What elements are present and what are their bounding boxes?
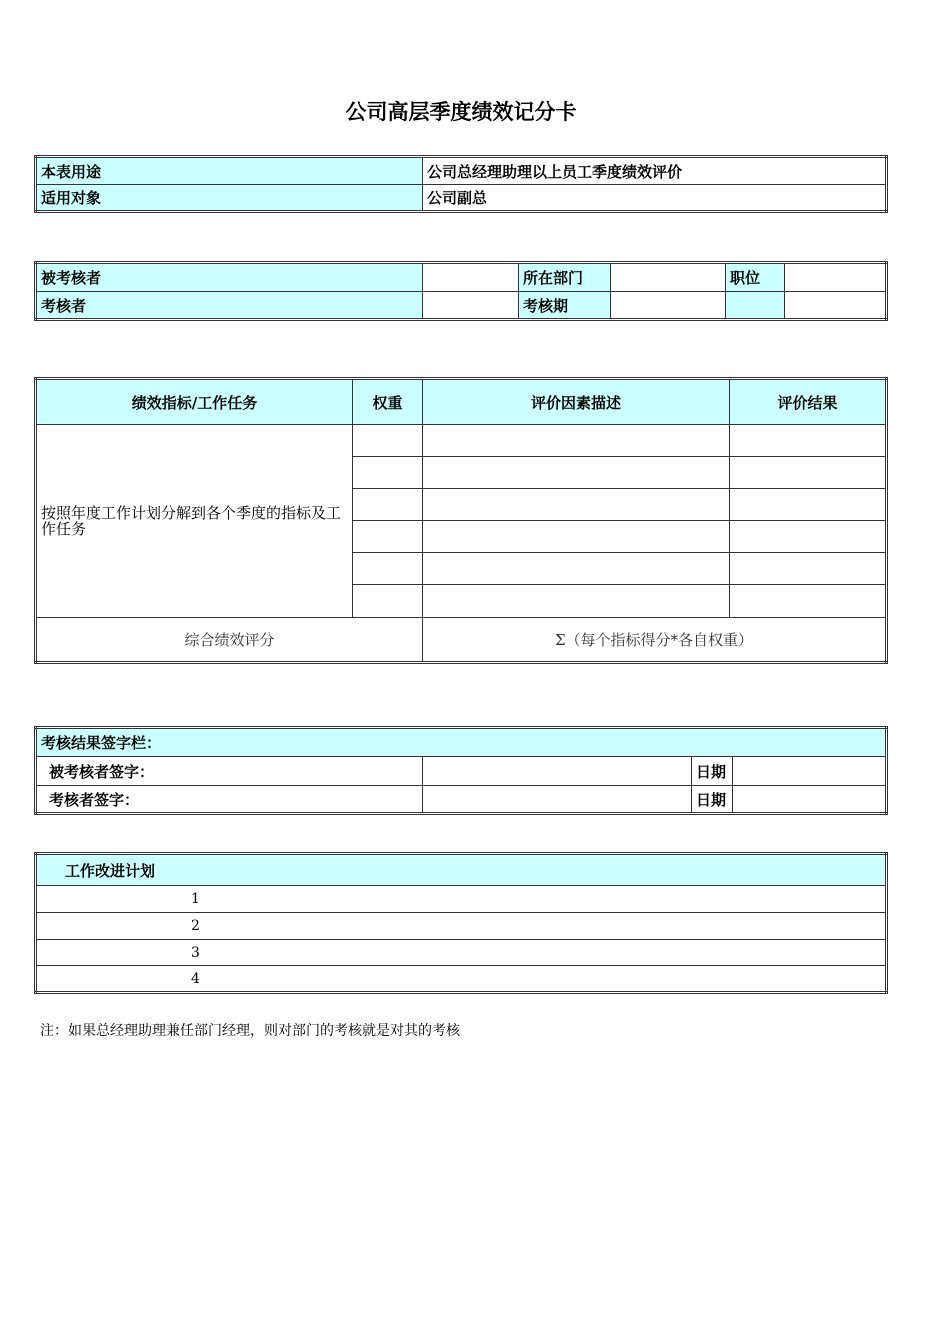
appraisee-sign-label: 被考核者签字： xyxy=(36,757,423,786)
improvement-item[interactable]: 1 xyxy=(36,886,887,913)
purpose-label: 本表用途 xyxy=(36,157,423,185)
kpi-weight-cell[interactable] xyxy=(353,457,423,489)
kpi-result-cell[interactable] xyxy=(730,585,887,618)
appraiser-label: 考核者 xyxy=(36,292,423,320)
blank-cell[interactable] xyxy=(785,292,887,320)
kpi-description-cell[interactable] xyxy=(423,585,730,618)
signature-table xyxy=(34,726,888,815)
kpi-weight-cell[interactable] xyxy=(353,489,423,521)
department-label: 所在部门 xyxy=(519,263,611,292)
kpi-header-task: 绩效指标/工作任务 xyxy=(36,379,353,425)
kpi-weight-cell[interactable] xyxy=(353,425,423,457)
appraiser-sign-label: 考核者签字： xyxy=(36,786,423,814)
department-field[interactable] xyxy=(611,263,726,292)
improvement-header: 工作改进计划 xyxy=(36,854,887,886)
purpose-value: 公司总经理助理以上员工季度绩效评价 xyxy=(423,157,887,185)
appraisee-sign-field[interactable] xyxy=(423,757,692,786)
position-field[interactable] xyxy=(785,263,887,292)
kpi-result-cell[interactable] xyxy=(730,553,887,585)
kpi-description-cell[interactable] xyxy=(423,489,730,521)
kpi-description-cell[interactable] xyxy=(423,521,730,553)
target-label: 适用对象 xyxy=(36,185,423,212)
kpi-result-cell[interactable] xyxy=(730,489,887,521)
overall-score-label: 综合绩效评分 xyxy=(36,618,423,663)
kpi-task-text: 按照年度工作计划分解到各个季度的指标及工作任务 xyxy=(36,425,353,618)
appraiser-field[interactable] xyxy=(423,292,519,320)
kpi-result-cell[interactable] xyxy=(730,425,887,457)
kpi-description-cell[interactable] xyxy=(423,425,730,457)
improvement-item[interactable]: 4 xyxy=(36,966,887,993)
purpose-table xyxy=(34,155,888,213)
kpi-weight-cell[interactable] xyxy=(353,585,423,618)
kpi-header-weight: 权重 xyxy=(353,379,423,425)
improvement-table xyxy=(34,852,888,994)
kpi-weight-cell[interactable] xyxy=(353,553,423,585)
kpi-weight-cell[interactable] xyxy=(353,521,423,553)
period-field[interactable] xyxy=(611,292,726,320)
signature-section-label: 考核结果签字栏： xyxy=(36,728,887,757)
appraisee-label: 被考核者 xyxy=(36,263,423,292)
period-label: 考核期 xyxy=(519,292,611,320)
improvement-item[interactable]: 3 xyxy=(36,940,887,966)
appraiser-date-field[interactable] xyxy=(733,786,887,814)
target-value: 公司副总 xyxy=(423,185,887,212)
kpi-result-cell[interactable] xyxy=(730,457,887,489)
page-title: 公司高层季度绩效记分卡 xyxy=(345,100,577,124)
kpi-description-cell[interactable] xyxy=(423,553,730,585)
overall-score-formula: Σ（每个指标得分*各自权重） xyxy=(423,618,887,663)
footnote: 注：如果总经理助理兼任部门经理，则对部门的考核就是对其的考核 xyxy=(40,1023,460,1039)
appraisee-date-field[interactable] xyxy=(733,757,887,786)
info-table xyxy=(34,261,888,321)
appraiser-date-label: 日期 xyxy=(692,786,733,814)
kpi-header-result: 评价结果 xyxy=(730,379,887,425)
appraisee-date-label: 日期 xyxy=(692,757,733,786)
kpi-header-description: 评价因素描述 xyxy=(423,379,730,425)
improvement-item[interactable]: 2 xyxy=(36,913,887,940)
blank-cyan-cell xyxy=(726,292,785,320)
kpi-result-cell[interactable] xyxy=(730,521,887,553)
appraiser-sign-field[interactable] xyxy=(423,786,692,814)
kpi-table xyxy=(34,377,888,664)
kpi-description-cell[interactable] xyxy=(423,457,730,489)
appraisee-field[interactable] xyxy=(423,263,519,292)
position-label: 职位 xyxy=(726,263,785,292)
